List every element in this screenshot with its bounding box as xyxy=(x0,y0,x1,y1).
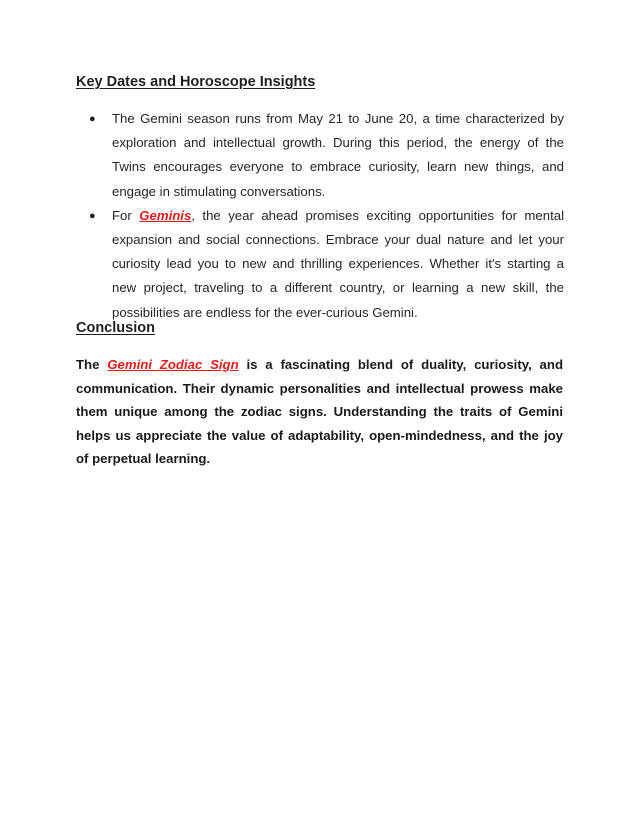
bullet-prefix: For xyxy=(112,207,140,223)
bullet-icon: ● xyxy=(89,113,96,125)
bullet-text: , the year ahead promises exciting opportunities for mental expansion and social connections. Embrace your dual nature and let your curiosity lead you to new and thrilling experiences. Whether it's starting a new project, traveling to a different country, or learning a new skill, the possibilities are endless for the ever-curious Gemini. xyxy=(112,207,564,320)
bullet-text: The Gemini season runs from May 21 to June 20, a time characterized by exploration and intellectual growth. During this period, the energy of the Twins encourages everyone to embrace curiosity, learn new things, and engage in stimulating conversations. xyxy=(112,111,564,199)
paragraph-prefix: The xyxy=(76,357,108,372)
conclusion-paragraph xyxy=(76,353,563,471)
section-heading-conclusion: Conclusion xyxy=(76,320,155,336)
geminis-link[interactable]: Geminis xyxy=(139,207,192,223)
gemini-zodiac-sign-link[interactable]: Gemini Zodiac Sign xyxy=(107,357,239,372)
list-item xyxy=(76,204,564,325)
bullet-icon: ● xyxy=(89,209,96,222)
section-heading-key-dates: Key Dates and Horoscope Insights xyxy=(76,74,316,90)
list-item xyxy=(76,107,564,204)
bullet-list xyxy=(76,107,564,325)
paragraph-text: is a fascinating blend of duality, curiosity, and communication. Their dynamic personalities and intellectual prowess make them unique among the zodiac signs. Understanding the traits of Gemini helps us appreciate the value of adaptability, open-mindedness, and the joy of perpetual learning. xyxy=(76,357,564,467)
